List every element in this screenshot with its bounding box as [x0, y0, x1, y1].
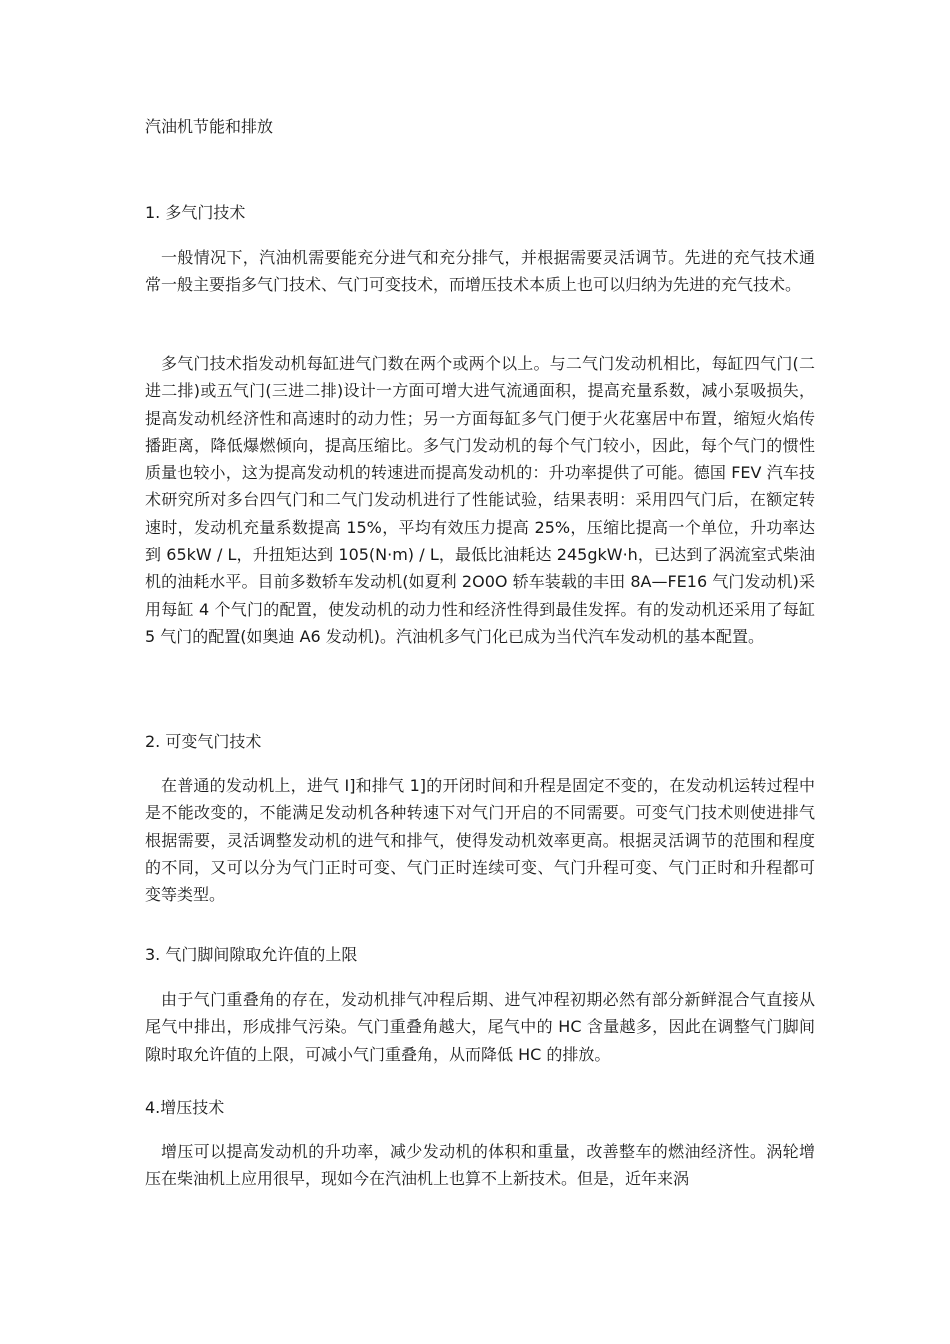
section-heading-variable-valve: 2. 可变气门技术 — [145, 732, 262, 751]
paragraph: 增压可以提高发动机的升功率，减少发动机的体积和重量，改善整车的燃油经济性。涡轮增压在柴油机上应用很早，现如今在汽油机上也算不上新技术。但是，近年来涡 — [145, 1142, 815, 1189]
section-heading-turbocharging: 4.增压技术 — [145, 1098, 225, 1117]
document-title: 汽油机节能和排放 — [145, 117, 274, 136]
section-heading-multi-valve: 1. 多气门技术 — [145, 203, 246, 222]
paragraph: 由于气门重叠角的存在，发动机排气冲程后期、进气冲程初期必然有部分新鲜混合气直接从尾气中排出，形成排气污染。气门重叠角越大，尾气中的 HC 含量越多，因此在调整气门脚间隙时取允许值的上限，可减小气门重叠角，从而降低 HC 的排放。 — [145, 990, 815, 1064]
paragraph: 在普通的发动机上，进气 I]和排气 1]的开闭时间和升程是固定不变的，在发动机运转过程中是不能改变的，不能满足发动机各种转速下对气门开启的不同需要。可变气门技术则使进排气根据需要，灵活调整发动机的进气和排气，使得发动机效率更高。根据灵活调节的范围和程度的不同，又可以分为气门正时可变、气门正时连续可变、气门升程可变、气门正时和升程都可变等类型。 — [145, 776, 815, 905]
paragraph: 一般情况下，汽油机需要能充分进气和充分排气，并根据需要灵活调节。先进的充气技术通常一般主要指多气门技术、气门可变技术，而增压技术本质上也可以归纳为先进的充气技术。 — [145, 248, 815, 295]
paragraph: 多气门技术指发动机每缸进气门数在两个或两个以上。与二气门发动机相比，每缸四气门(二进二排)或五气门(三进二排)设计一方面可增大进气流通面积，提高充量系数，减小泵吸损失，提高发动机经济性和高速时的动力性；另一方面每缸多气门便于火花塞居中布置，缩短火焰传播距离，降低爆燃倾向，提高压缩比。多气门发动机的每个气门较小，因此，每个气门的惯性质量也较小，这为提高发动机的转速进而提高发动机的：升功率提供了可能。德国 FEV 汽车技术研究所对多台四气门和二气门发动机进行了性能试验，结果表明：采用四气门后，在额定转速时，发动机充量系数提高 15%，平均有效压力提高 25%，压缩比提高一个单位，升功率达到 65kW / L，升扭矩达到 105(N·m) / L，最低比油耗达 245gkW·h，已达到了涡流室式柴油机的油耗水平。目前多数轿车发动机(如夏利 2O0O 轿车装载的丰田 8A—FE16 气门发动机)采用每缸 4 个气门的配置，使发动机的动力性和经济性得到最佳发挥。有的发动机还采用了每缸 5 气门的配置(如奥迪 A6 发动机)。汽油机多气门化已成为当代汽车发动机的基本配置。 — [145, 354, 815, 646]
section-heading-valve-clearance: 3. 气门脚间隙取允许值的上限 — [145, 945, 358, 964]
